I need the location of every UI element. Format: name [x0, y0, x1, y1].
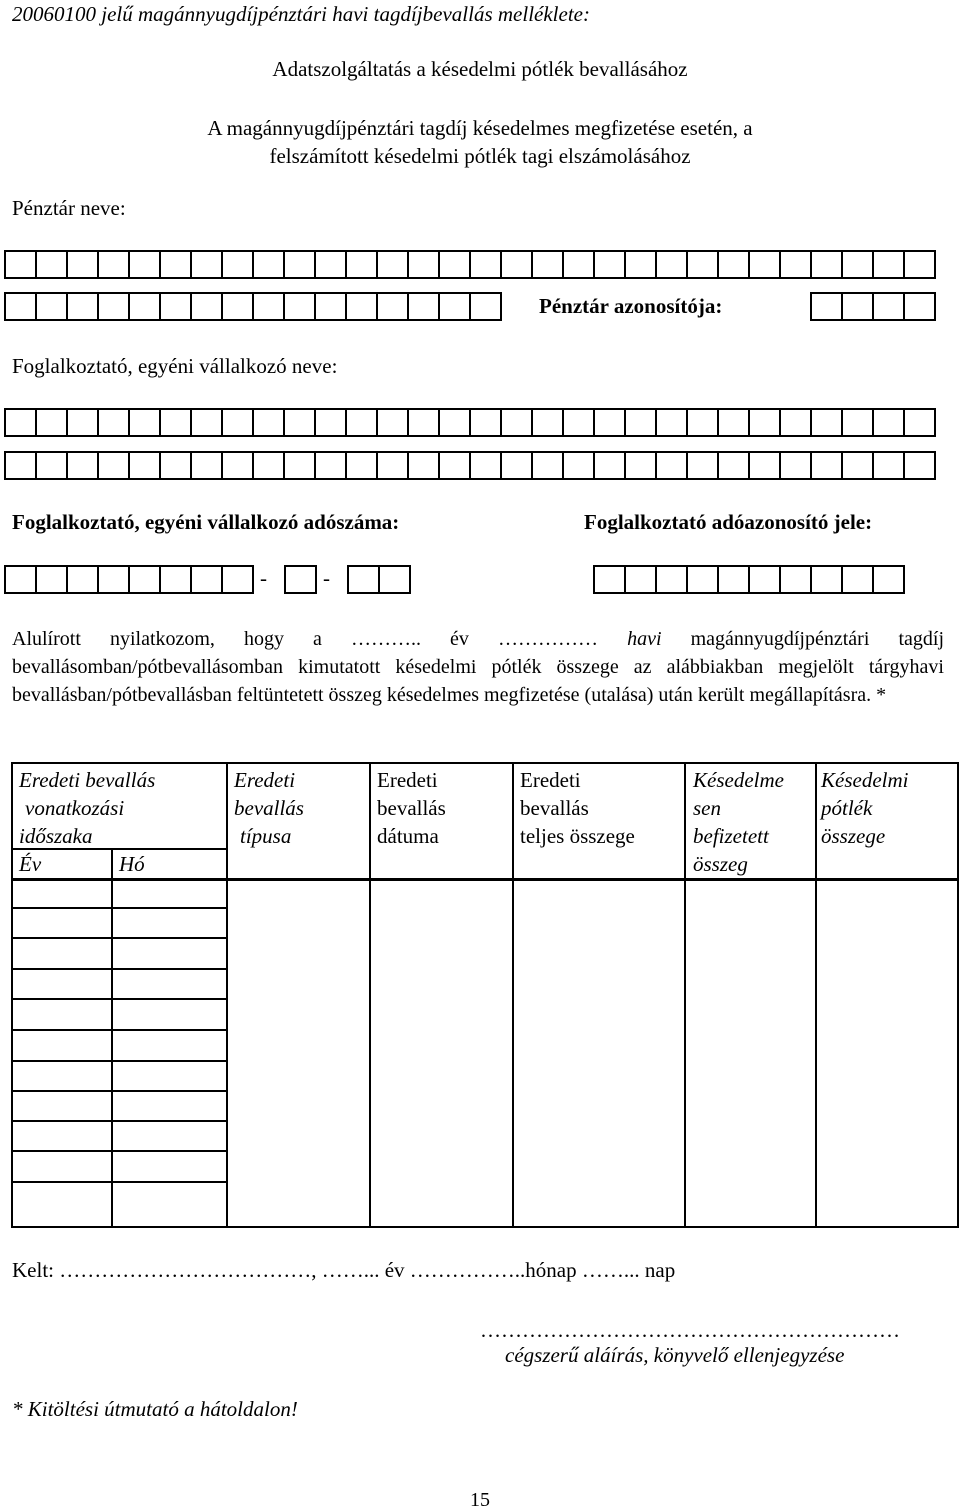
tax-number-dash-1: -	[260, 566, 267, 590]
employer-tax-id-label: Foglalkoztató adóazonosító jele:	[584, 510, 873, 534]
input-box[interactable]	[874, 294, 905, 319]
input-box[interactable]	[471, 252, 502, 277]
input-box[interactable]	[719, 453, 750, 478]
input-box[interactable]	[502, 252, 533, 277]
input-box[interactable]	[192, 453, 223, 478]
input-box[interactable]	[657, 410, 688, 435]
form-title: Adatszolgáltatás a késedelmi pótlék bevallásához	[272, 57, 688, 81]
input-box[interactable]	[905, 453, 936, 478]
col-header-late-paid: Késedelme sen befizetett összeg	[693, 768, 784, 876]
fund-id-boxes[interactable]	[810, 292, 936, 321]
fund-name-label: Pénztár neve:	[12, 196, 126, 220]
input-box[interactable]	[99, 567, 130, 592]
input-box[interactable]	[440, 453, 471, 478]
input-box[interactable]	[874, 252, 905, 277]
input-box[interactable]	[347, 294, 378, 319]
declaration-part-2: havi	[627, 628, 662, 650]
input-box[interactable]	[440, 252, 471, 277]
input-box[interactable]	[595, 252, 626, 277]
input-box[interactable]	[750, 252, 781, 277]
input-box[interactable]	[161, 567, 192, 592]
input-box[interactable]	[843, 453, 874, 478]
input-box[interactable]	[37, 294, 68, 319]
input-box[interactable]	[316, 410, 347, 435]
input-box[interactable]	[254, 453, 285, 478]
input-box[interactable]	[471, 410, 502, 435]
input-box[interactable]	[502, 410, 533, 435]
input-box[interactable]	[595, 567, 626, 592]
input-box[interactable]	[285, 252, 316, 277]
input-box[interactable]	[285, 453, 316, 478]
input-box[interactable]	[130, 567, 161, 592]
declaration-part-1: Alulírott nyilatkozom, hogy a ……….. év ……………	[12, 628, 598, 650]
instructions-note: * Kitöltési útmutató a hátoldalon!	[12, 1397, 298, 1421]
input-box[interactable]	[440, 294, 471, 319]
tax-number-boxes-part-2[interactable]	[284, 565, 317, 594]
input-box[interactable]	[99, 453, 130, 478]
input-box[interactable]	[37, 453, 68, 478]
input-box[interactable]	[688, 567, 719, 592]
input-box[interactable]	[130, 294, 161, 319]
input-box[interactable]	[316, 453, 347, 478]
subtitle-line-1: A magánnyugdíjpénztári tagdíj késedelmes megfizetése esetén, a	[207, 116, 753, 140]
input-box[interactable]	[533, 252, 564, 277]
input-box[interactable]	[6, 567, 37, 592]
late-payment-table	[11, 762, 959, 1228]
input-box[interactable]	[564, 453, 595, 478]
input-box[interactable]	[564, 252, 595, 277]
input-box[interactable]	[192, 567, 223, 592]
input-box[interactable]	[688, 453, 719, 478]
input-box[interactable]	[378, 453, 409, 478]
input-box[interactable]	[380, 567, 411, 592]
input-box[interactable]	[750, 410, 781, 435]
input-box[interactable]	[6, 252, 37, 277]
declaration-part-3: magánnyugdíjpénztári tagdíj bevallásomban/pótbevallásomban kimutatott késedelmi pótlék összege az alábbiakban megjelölt tárgyhavi bevallásban/pótbevallásban feltüntetett összeg késedelmes megfizetése (utalása) után került megállapításra. *	[12, 628, 944, 706]
input-box[interactable]	[254, 252, 285, 277]
tax-id-boxes[interactable]	[593, 565, 905, 594]
input-box[interactable]	[285, 294, 316, 319]
input-box[interactable]	[409, 453, 440, 478]
input-box[interactable]	[37, 567, 68, 592]
employer-name-boxes-row-1[interactable]	[4, 408, 936, 437]
input-box[interactable]	[223, 567, 254, 592]
input-box[interactable]	[254, 294, 285, 319]
input-box[interactable]	[657, 567, 688, 592]
input-box[interactable]	[626, 252, 657, 277]
page-number: 15	[470, 1489, 490, 1511]
input-box[interactable]	[378, 252, 409, 277]
input-box[interactable]	[161, 252, 192, 277]
input-box[interactable]	[192, 294, 223, 319]
input-box[interactable]	[843, 294, 874, 319]
input-box[interactable]	[161, 410, 192, 435]
input-box[interactable]	[781, 410, 812, 435]
input-box[interactable]	[843, 410, 874, 435]
input-box[interactable]	[657, 453, 688, 478]
input-box[interactable]	[812, 567, 843, 592]
fund-id-label: Pénztár azonosítója:	[539, 294, 723, 318]
input-box[interactable]	[564, 410, 595, 435]
input-box[interactable]	[719, 567, 750, 592]
input-box[interactable]	[99, 252, 130, 277]
input-box[interactable]	[843, 252, 874, 277]
fund-name-boxes-row-1[interactable]	[4, 250, 936, 279]
input-box[interactable]	[68, 252, 99, 277]
input-box[interactable]	[6, 410, 37, 435]
employer-name-boxes-row-2[interactable]	[4, 451, 936, 480]
input-box[interactable]	[68, 567, 99, 592]
input-box[interactable]	[409, 294, 440, 319]
input-box[interactable]	[502, 453, 533, 478]
input-box[interactable]	[347, 410, 378, 435]
input-box[interactable]	[316, 294, 347, 319]
input-box[interactable]	[440, 410, 471, 435]
input-box[interactable]	[471, 453, 502, 478]
date-line[interactable]: Kelt: ………………………………, ……... év ……………..hónap ……... nap	[12, 1258, 676, 1282]
input-box[interactable]	[316, 252, 347, 277]
employer-name-label: Foglalkoztató, egyéni vállalkozó neve:	[12, 354, 338, 378]
input-box[interactable]	[37, 252, 68, 277]
col-header-year: Év	[19, 852, 42, 876]
tax-number-boxes-part-1[interactable]	[4, 565, 254, 594]
input-box[interactable]	[595, 453, 626, 478]
fund-name-boxes-row-2[interactable]	[4, 292, 502, 321]
tax-number-dash-2: -	[323, 566, 330, 590]
input-box[interactable]	[99, 410, 130, 435]
input-box[interactable]	[719, 252, 750, 277]
input-box[interactable]	[719, 410, 750, 435]
col-header-total: Eredeti bevallás teljes összege	[520, 768, 635, 848]
input-box[interactable]	[533, 410, 564, 435]
input-box[interactable]	[595, 410, 626, 435]
attachment-header: 20060100 jelű magánnyugdíjpénztári havi tagdíjbevallás melléklete:	[12, 2, 590, 26]
form-subtitle	[0, 114, 960, 170]
input-box[interactable]	[6, 294, 37, 319]
input-box[interactable]	[874, 410, 905, 435]
input-box[interactable]	[843, 567, 874, 592]
input-box[interactable]	[192, 252, 223, 277]
col-header-type: Eredeti bevallás típusa	[234, 768, 304, 848]
input-box[interactable]	[874, 567, 905, 592]
input-box[interactable]	[130, 410, 161, 435]
input-box[interactable]	[6, 453, 37, 478]
declaration-paragraph	[12, 625, 944, 709]
input-box[interactable]	[905, 410, 936, 435]
col-header-month: Hó	[119, 852, 145, 876]
input-box[interactable]	[657, 252, 688, 277]
tax-number-boxes-part-3[interactable]	[347, 565, 411, 594]
input-box[interactable]	[192, 410, 223, 435]
input-box[interactable]	[812, 410, 843, 435]
input-box[interactable]	[905, 252, 936, 277]
input-box[interactable]	[378, 294, 409, 319]
input-box[interactable]	[812, 453, 843, 478]
input-box[interactable]	[750, 453, 781, 478]
input-box[interactable]	[68, 294, 99, 319]
input-box[interactable]	[223, 294, 254, 319]
input-box[interactable]	[223, 252, 254, 277]
input-box[interactable]	[161, 453, 192, 478]
input-box[interactable]	[781, 453, 812, 478]
input-box[interactable]	[471, 294, 502, 319]
input-box[interactable]	[223, 453, 254, 478]
input-box[interactable]	[409, 410, 440, 435]
input-box[interactable]	[626, 453, 657, 478]
input-box[interactable]	[99, 294, 130, 319]
input-box[interactable]	[349, 567, 380, 592]
input-box[interactable]	[286, 567, 317, 592]
input-box[interactable]	[347, 453, 378, 478]
input-box[interactable]	[626, 567, 657, 592]
input-box[interactable]	[161, 294, 192, 319]
input-box[interactable]	[812, 294, 843, 319]
input-box[interactable]	[378, 410, 409, 435]
col-header-period: Eredeti bevallás vonatkozási időszaka	[19, 768, 156, 848]
input-box[interactable]	[781, 567, 812, 592]
input-box[interactable]	[285, 410, 316, 435]
input-box[interactable]	[130, 453, 161, 478]
input-box[interactable]	[874, 453, 905, 478]
input-box[interactable]	[68, 410, 99, 435]
input-box[interactable]	[626, 410, 657, 435]
input-box[interactable]	[812, 252, 843, 277]
input-box[interactable]	[347, 252, 378, 277]
input-box[interactable]	[409, 252, 440, 277]
input-box[interactable]	[223, 410, 254, 435]
input-box[interactable]	[130, 252, 161, 277]
input-box[interactable]	[37, 410, 68, 435]
input-box[interactable]	[533, 453, 564, 478]
input-box[interactable]	[781, 252, 812, 277]
input-box[interactable]	[254, 410, 285, 435]
col-header-date: Eredeti bevallás dátuma	[377, 768, 446, 848]
col-header-surcharge: Késedelmi pótlék összege	[821, 768, 909, 848]
signature-line[interactable]: ……………………………………………………	[480, 1318, 900, 1342]
input-box[interactable]	[905, 294, 936, 319]
input-box[interactable]	[688, 252, 719, 277]
input-box[interactable]	[688, 410, 719, 435]
subtitle-line-2: felszámított késedelmi pótlék tagi elszámolásához	[269, 144, 691, 168]
input-box[interactable]	[68, 453, 99, 478]
input-box[interactable]	[750, 567, 781, 592]
employer-tax-number-label: Foglalkoztató, egyéni vállalkozó adószáma:	[12, 510, 400, 534]
signature-caption: cégszerű aláírás, könyvelő ellenjegyzése	[505, 1343, 845, 1367]
